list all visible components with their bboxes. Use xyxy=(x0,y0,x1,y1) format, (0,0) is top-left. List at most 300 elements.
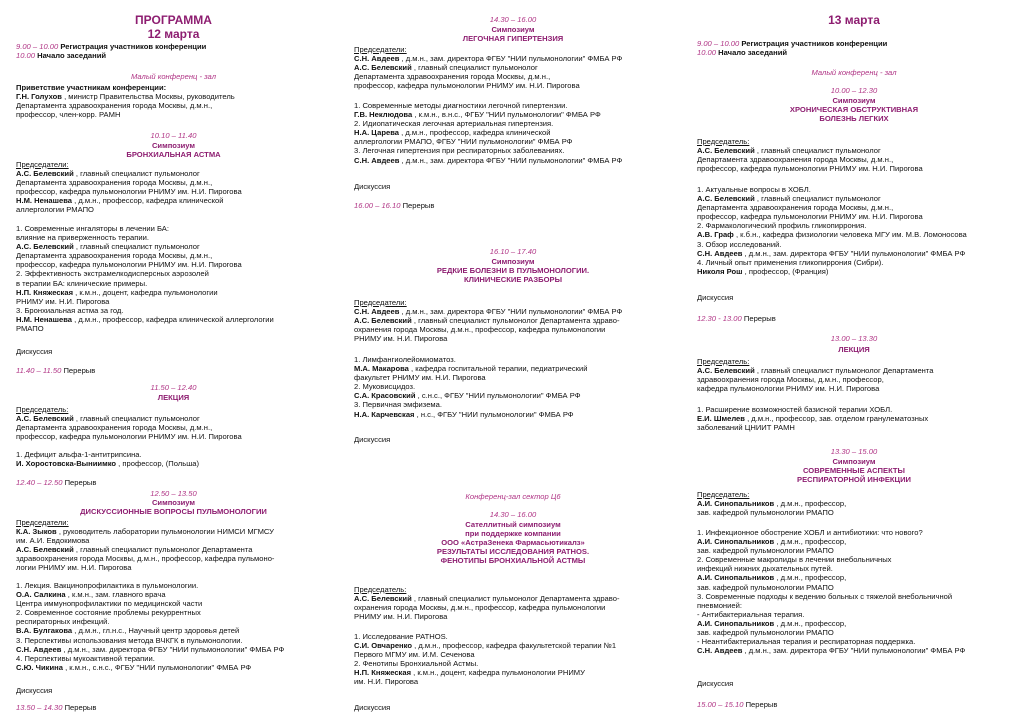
line-lead: С.Н. Авдеев xyxy=(697,248,743,258)
line-text: , д.м.н., профессор, xyxy=(776,537,847,547)
program-line xyxy=(16,405,331,414)
program-line: логии РНИМУ им. Н.И. Пирогова xyxy=(16,563,132,573)
line-text: Перерыв xyxy=(63,366,96,375)
program-line xyxy=(354,307,672,316)
program-line xyxy=(697,490,1011,499)
program-block xyxy=(354,510,672,519)
program-line: Дискуссия xyxy=(16,347,53,356)
program-line: 12.50 – 13.50 xyxy=(150,489,197,498)
program-block xyxy=(16,518,331,573)
line-lead: А.С. Белевский xyxy=(354,594,412,604)
line-text: , главный специалист пульмонолог xyxy=(756,194,881,204)
program-line: Дискуссия xyxy=(697,293,734,302)
program-line: аллергологии РМАПО xyxy=(16,205,94,215)
program-line: 1. Современные методы диагностики легочной гипертензии. xyxy=(354,101,568,110)
line-text: Перерыв xyxy=(745,700,778,709)
program-line: в терапии БА: клинические примеры. xyxy=(16,278,148,288)
line-lead: 11.40 – 11.50 xyxy=(16,366,62,375)
program-line: БРОНХИАЛЬНАЯ АСТМА xyxy=(126,150,221,160)
line-lead: А.С. Белевский xyxy=(16,169,74,179)
program-line: кафедра пульмонологии РНИМУ им. Н.И. Пирогова xyxy=(697,384,880,394)
program-line xyxy=(16,242,331,251)
program-block xyxy=(16,393,331,402)
program-line xyxy=(16,459,331,468)
program-line xyxy=(16,414,331,423)
program-line: Дискуссия xyxy=(354,435,391,444)
program-line: 1. Инфекционное обострение ХОБЛ и антибиотики: что нового? xyxy=(697,528,923,537)
program-block xyxy=(354,632,672,687)
line-lead: Г.Н. Голухов xyxy=(16,92,62,102)
program-line xyxy=(16,663,331,672)
program-block xyxy=(697,528,1011,655)
program-line xyxy=(354,410,672,419)
program-line: 13 марта xyxy=(828,13,880,27)
program-line: РМАПО xyxy=(16,324,44,334)
program-line xyxy=(354,316,672,325)
program-line xyxy=(354,668,672,677)
line-lead: А.И. Синопальников xyxy=(697,618,775,628)
line-lead: Н.А. Карчевская xyxy=(354,409,415,419)
program-line: 2. Муковисцидоз. xyxy=(354,382,416,392)
program-block xyxy=(697,345,1011,354)
line-text: Перерыв xyxy=(64,478,97,487)
program-block xyxy=(697,447,1011,456)
program-line: Симпозиум xyxy=(151,498,196,507)
line-text: Председатели: xyxy=(16,518,69,527)
program-line xyxy=(697,414,1011,423)
line-text: , д.м.н., профессор, кафедра клинической xyxy=(74,196,224,206)
program-line xyxy=(16,703,331,712)
program-block xyxy=(354,45,672,90)
program-line xyxy=(16,160,331,169)
program-line: профессор, кафедра пульмонологии РНИМУ им. Н.И. Пирогова xyxy=(16,432,242,442)
program-line: ЛЕГОЧНАЯ ГИПЕРТЕНЗИЯ xyxy=(462,34,564,44)
line-lead: С.Н. Авдеев xyxy=(697,646,743,656)
line-text: , н.с., ФГБУ "НИИ пульмонологии" ФМБА РФ xyxy=(416,409,574,419)
program-line xyxy=(354,63,672,72)
line-text: , главный специалист пульмонолог xyxy=(756,146,881,156)
program-block xyxy=(16,703,331,712)
line-lead: Н.П. Княжеская xyxy=(16,287,74,297)
line-text: , к.м.н., в.н.с., ФГБУ "НИИ пульмонологии" ФМБА РФ xyxy=(414,110,601,120)
program-line xyxy=(16,92,331,101)
program-line: 2. Современное состояние проблемы рекуррентных xyxy=(16,608,201,618)
program-line: 4. Перспективы мукоактивной терапии. xyxy=(16,653,155,663)
program-line: Малый конференц - зал xyxy=(131,72,216,81)
program-line: зав. кафедрой пульмонологии РМАПО xyxy=(697,582,834,592)
program-line: Конференц-зал сектор Ц6 xyxy=(465,492,561,501)
program-block xyxy=(354,298,672,343)
program-block xyxy=(697,490,1011,517)
program-block xyxy=(16,405,331,441)
line-text: Приветствие участникам конференции: xyxy=(16,83,167,92)
line-text: , с.н.с., ФГБУ "НИИ пульмонологии" ФМБА РФ xyxy=(417,391,581,401)
line-text: , д.м.н., профессор, кафедра клинической xyxy=(401,128,551,138)
program-line: 16.10 – 17.40 xyxy=(489,247,537,256)
program-line xyxy=(354,364,672,373)
line-text: Председатель: xyxy=(697,490,750,499)
program-line: - Антибактериальная терапия. xyxy=(697,609,805,619)
program-line xyxy=(354,585,672,594)
program-line: РНИМУ им. Н.И. Пирогова xyxy=(354,334,448,344)
program-line xyxy=(354,641,672,650)
program-block xyxy=(697,14,1011,27)
line-lead: А.С. Белевский xyxy=(697,366,755,376)
line-text: Председатель: xyxy=(16,405,69,414)
program-line: 1. Лимфангиолейомиоматоз. xyxy=(354,355,456,364)
program-block xyxy=(16,28,331,41)
program-line xyxy=(697,48,1011,57)
program-line xyxy=(354,201,672,210)
line-lead: Е.И. Шмелев xyxy=(697,414,745,424)
line-lead: Г.В. Неклюдова xyxy=(354,110,413,120)
program-line: Департамента здравоохранения города Москвы, д.м.н., xyxy=(697,155,894,165)
line-lead: А.С. Белевский xyxy=(697,194,755,204)
line-lead: О.А. Салкина xyxy=(16,590,66,600)
program-line: Департамента здравоохранения города Москвы, д.м.н., xyxy=(16,251,213,261)
line-text: Начало заседаний xyxy=(37,51,107,61)
line-text: Председатель: xyxy=(697,357,750,366)
program-line: заболеваний ЦНИИТ РАМН xyxy=(697,423,795,433)
line-text: , главный специалист пульмонолог xyxy=(75,169,200,179)
line-lead: А.В. Граф xyxy=(697,230,734,240)
program-block xyxy=(697,293,1011,302)
line-text: Регистрация участников конференции xyxy=(60,42,207,51)
program-line: при поддержке компании xyxy=(465,529,561,539)
program-line xyxy=(354,391,672,400)
program-line: пневмонией: xyxy=(697,600,742,610)
line-text: , главный специалист пульмонолог Департамента здраво- xyxy=(413,316,620,326)
program-line: 1. Актуальные вопросы в ХОБЛ. xyxy=(697,185,811,194)
line-lead: С.Н. Авдеев xyxy=(354,307,400,317)
program-block xyxy=(16,686,331,695)
program-line xyxy=(16,51,331,60)
line-text: , профессор, (Польша) xyxy=(118,459,200,469)
program-line: аллергологии РМАПО, ФГБУ "НИИ пульмонологии" ФМБА РФ xyxy=(354,137,573,147)
program-line: РЕДКИЕ БОЛЕЗНИ В ПУЛЬМОНОЛОГИИ. xyxy=(436,266,590,276)
program-block xyxy=(16,14,331,27)
program-line: СОВРЕМЕННЫЕ АСПЕКТЫ xyxy=(803,466,905,476)
line-text: , министр Правительства Москвы, руководитель xyxy=(64,92,235,102)
program-line: профессор, кафедра пульмонологии РНИМУ им. Н.И. Пирогова xyxy=(354,81,580,91)
program-line xyxy=(16,83,331,92)
program-line: 3. Обзор исследований. xyxy=(697,239,782,249)
line-lead: 16.00 – 16.10 xyxy=(354,201,401,210)
program-line: РНИМУ им. Н.И. Пирогова xyxy=(16,296,110,306)
program-block xyxy=(697,68,1011,77)
program-line xyxy=(16,196,331,205)
program-block xyxy=(697,137,1011,173)
program-line xyxy=(16,527,331,536)
program-line: зав. кафедрой пульмонологии РМАПО xyxy=(697,546,834,556)
program-line: 3. Современные подходы к ведению больных с тяжелой внебольничной xyxy=(697,591,953,601)
program-block xyxy=(354,520,672,565)
program-line xyxy=(354,594,672,603)
program-line xyxy=(354,110,672,119)
program-line xyxy=(16,645,331,654)
program-line: зав. кафедрой пульмонологии РМАПО xyxy=(697,628,834,638)
line-text: , к.м.н., с.н.с., ФГБУ "НИИ пульмонологии" ФМБА РФ xyxy=(65,662,252,672)
program-line: 2. Идиопатическая легочная артериальная гипертензия. xyxy=(354,119,554,129)
program-block xyxy=(697,405,1011,432)
program-block xyxy=(354,585,672,621)
program-line: 1. Лекция. Вакцинопрофилактика в пульмонологии. xyxy=(16,581,199,590)
line-text: Перерыв xyxy=(402,201,435,210)
line-text: , д.м.н., профессор, кафедра клинической аллергологии xyxy=(74,314,274,324)
program-line: профессор, кафедра пульмонологии РНИМУ им. Н.И. Пирогова xyxy=(16,187,242,197)
line-lead: А.С. Белевский xyxy=(16,414,74,424)
program-block xyxy=(16,366,331,375)
program-line: 2. Современные макролиды в лечении внебольничных xyxy=(697,555,892,565)
program-line xyxy=(697,267,1011,276)
program-line: 11.50 – 12.40 xyxy=(150,383,197,392)
program-block xyxy=(16,83,331,119)
program-line: Первого МГМУ им. И.М. Сеченова xyxy=(354,650,475,660)
program-block xyxy=(697,357,1011,393)
program-line: здравоохранения города Москвы, д.м.н., профессор, xyxy=(697,375,884,385)
program-block xyxy=(697,39,1011,57)
program-line: Дискуссия xyxy=(697,679,734,688)
program-block xyxy=(354,435,672,444)
program-line: 1. Расширение возможностей базисной терапии ХОБЛ. xyxy=(697,405,893,414)
line-lead: А.С. Белевский xyxy=(16,242,74,252)
program-line: Малый конференц - зал xyxy=(811,68,897,77)
program-line: им. А.И. Евдокимова xyxy=(16,536,90,546)
program-block xyxy=(697,96,1011,123)
program-line: 14.30 – 16.00 xyxy=(489,510,537,519)
program-line: РНИМУ им. Н.И. Пирогова xyxy=(354,612,448,622)
line-lead: К.А. Зыков xyxy=(16,527,57,537)
line-text: Перерыв xyxy=(64,703,97,712)
program-block xyxy=(354,703,672,712)
program-line: профессор, кафедра пульмонологии РНИМУ им. Н.И. Пирогова xyxy=(697,164,923,174)
program-line xyxy=(16,42,331,51)
line-lead: С.Н. Авдеев xyxy=(16,644,62,654)
line-text: , д.м.н., зам. директора ФГБУ "НИИ пульмонологии" ФМБА РФ xyxy=(744,646,966,656)
program-line: КЛИНИЧЕСКИЕ РАЗБОРЫ xyxy=(463,275,563,285)
program-line xyxy=(354,45,672,54)
program-line: 14.30 – 16.00 xyxy=(489,15,537,24)
program-block xyxy=(354,257,672,284)
program-block xyxy=(16,489,331,498)
line-text: , д.м.н., профессор, зав. отделом гранулематозных xyxy=(747,414,929,424)
program-line: 10.10 – 11.40 xyxy=(150,131,197,140)
line-lead: 9.00 – 10.00 xyxy=(16,42,59,51)
line-lead: 13.50 – 14.30 xyxy=(16,703,63,712)
program-line xyxy=(697,314,1011,323)
program-line: 12 марта xyxy=(147,27,200,41)
program-line xyxy=(697,230,1011,239)
program-line xyxy=(697,39,1011,48)
program-line: Департамента здравоохранения города Москвы, д.м.н., xyxy=(16,178,213,188)
line-text: , д.м.н., зам. директора ФГБУ "НИИ пульмонологии" ФМБА РФ xyxy=(401,307,623,317)
line-lead: 9.00 – 10.00 xyxy=(697,39,740,48)
line-lead: Н.М. Ненашева xyxy=(16,314,73,324)
program-line: охранения города Москвы, д.м.н., профессор, кафедра пульмонологии xyxy=(354,325,606,335)
line-lead: А.И. Синопальников xyxy=(697,537,775,547)
program-block xyxy=(16,450,331,468)
line-text: , к.б.н., кафедра физиологии человека МГУ им. М.В. Ломоносова xyxy=(735,230,967,240)
program-block xyxy=(16,141,331,159)
line-lead: А.С. Белевский xyxy=(354,63,412,73)
program-block xyxy=(354,15,672,24)
line-text: , кафедра госпитальной терапии, педиатрический xyxy=(411,364,588,374)
line-text: , к.м.н., зам. главного врача xyxy=(67,590,166,600)
program-line: Сателлитный симпозиум xyxy=(465,520,561,529)
line-text: , главный специалист пульмонолог Департамента xyxy=(756,366,934,376)
line-text: , профессор, (Франция) xyxy=(744,266,829,276)
program-line: ДИСКУССИОННЫЕ ВОПРОСЫ ПУЛЬМОНОЛОГИИ xyxy=(80,507,267,517)
program-block xyxy=(16,383,331,392)
line-text: , к.м.н., доцент, кафедра пульмонологии xyxy=(75,287,218,297)
line-text: , д.м.н., зам. директора ФГБУ "НИИ пульмонологии" ФМБА РФ xyxy=(401,54,623,64)
program-line: Дискуссия xyxy=(354,182,391,191)
column-march-13 xyxy=(697,0,1011,723)
program-line xyxy=(16,288,331,297)
program-line: респираторных инфекций. xyxy=(16,617,110,627)
program-block xyxy=(697,679,1011,688)
program-line: ООО «АстраЗенека Фармасьютикалз» xyxy=(441,538,585,548)
line-text: Перерыв xyxy=(743,314,776,323)
line-text: Начало заседаний xyxy=(718,48,788,58)
program-line: Симпозиум xyxy=(832,96,876,105)
line-lead: 10.00 xyxy=(16,51,36,61)
program-line xyxy=(697,537,1011,546)
program-line xyxy=(697,366,1011,375)
program-line xyxy=(697,700,1011,709)
line-lead: А.С. Белевский xyxy=(697,146,755,156)
program-line xyxy=(697,619,1011,628)
program-line: 1. Дефицит альфа-1-антитрипсина. xyxy=(16,450,142,459)
program-block xyxy=(16,42,331,60)
program-block xyxy=(697,86,1011,95)
program-line: Симпозиум xyxy=(491,257,535,266)
program-line: зав. кафедрой пульмонологии РМАПО xyxy=(697,508,834,518)
line-lead: А.И. Синопальников xyxy=(697,499,775,509)
program-line xyxy=(16,169,331,178)
program-line: 3. Легочная гипертензия при респираторных заболеваниях. xyxy=(354,146,565,156)
line-lead: С.А. Красовский xyxy=(354,391,416,401)
program-line xyxy=(16,590,331,599)
program-block xyxy=(354,492,672,501)
program-line xyxy=(354,54,672,63)
program-line: 13.30 – 15.00 xyxy=(830,447,878,456)
program-block xyxy=(697,314,1011,323)
program-line xyxy=(16,545,331,554)
line-text: Регистрация участников конференции xyxy=(741,39,888,48)
line-lead: С.И. Овчаренко xyxy=(354,641,412,651)
line-lead: И. Хоростовска-Выниимко xyxy=(16,459,117,469)
program-line xyxy=(354,298,672,307)
program-line xyxy=(16,366,331,375)
program-block xyxy=(697,334,1011,343)
program-block xyxy=(16,498,331,516)
program-line: Департамента здравоохранения города Москвы, д.м.н., xyxy=(16,101,213,111)
program-line xyxy=(697,249,1011,258)
program-block xyxy=(354,247,672,256)
program-line xyxy=(697,194,1011,203)
program-line: ПРОГРАММА xyxy=(135,13,212,27)
line-text: , главный специалист пульмонолог xyxy=(75,414,200,424)
program-line xyxy=(697,137,1011,146)
program-line: профессор, кафедра пульмонологии РНИМУ им. Н.И. Пирогова xyxy=(16,260,242,270)
program-line: 3. Первичная эмфизема. xyxy=(354,400,442,410)
program-line: 2. Фенотипы Бронхиальной Астмы. xyxy=(354,659,479,669)
line-lead: А.С. Белевский xyxy=(354,316,412,326)
program-line: ФЕНОТИПЫ БРОНХИАЛЬНОЙ АСТМЫ xyxy=(440,556,586,566)
line-text: Председатели: xyxy=(354,298,407,307)
line-text: , главный специалист пульмонолог Департамента xyxy=(75,545,253,555)
program-block xyxy=(16,581,331,672)
line-text: , д.м.н., гл.н.с., Научный центр здоровья детей xyxy=(74,626,240,636)
line-lead: 12.30 - 13.00 xyxy=(697,314,742,323)
program-line: Департамента здравоохранения города Москвы, д.м.н., xyxy=(16,423,213,433)
program-block xyxy=(16,131,331,140)
line-lead: Н.А. Царева xyxy=(354,128,400,138)
line-text: , руководитель лаборатории пульмонологии НИМСИ МГМСУ xyxy=(58,527,274,537)
line-text: Председатель: xyxy=(354,585,407,594)
line-text: , д.м.н., профессор, кафедра факультетской терапии №1 xyxy=(414,641,617,651)
line-lead: Н.М. Ненашева xyxy=(16,196,73,206)
program-line: РЕСПИРАТОРНОЙ ИНФЕКЦИИ xyxy=(797,475,911,485)
line-lead: В.А. Булгакова xyxy=(16,626,73,636)
program-block xyxy=(354,355,672,419)
line-text: , главный специалист пульмонолог xyxy=(413,63,538,73)
line-lead: Н.П. Княжеская xyxy=(354,668,412,678)
program-line xyxy=(697,357,1011,366)
program-line: 2. Фармакологический профиль гликопиррония. xyxy=(697,221,867,231)
program-line: БОЛЕЗНЬ ЛЕГКИХ xyxy=(819,114,889,124)
program-line: ХРОНИЧЕСКАЯ ОБСТРУКТИВНАЯ xyxy=(789,105,919,115)
program-line: им. Н.И. Пирогова xyxy=(354,677,419,687)
program-line: Дискуссия xyxy=(16,686,53,695)
line-lead: А.И. Синопальников xyxy=(697,573,775,583)
line-text: , д.м.н., зам. директора ФГБУ "НИИ пульмонологии" ФМБА РФ xyxy=(401,155,623,165)
column-march-12-morning xyxy=(16,0,331,723)
line-lead: 15.00 – 15.10 xyxy=(697,700,744,709)
program-line: Департамента здравоохранения города Москвы, д.м.н., xyxy=(354,72,551,82)
program-line xyxy=(16,315,331,324)
program-block xyxy=(16,347,331,356)
program-block xyxy=(697,185,1011,276)
program-block xyxy=(16,224,331,333)
line-lead: А.С. Белевский xyxy=(16,545,74,555)
program-line xyxy=(697,573,1011,582)
program-block xyxy=(354,101,672,165)
program-block xyxy=(354,25,672,43)
line-text: , к.м.н., доцент, кафедра пульмонологии РНИМУ xyxy=(413,668,585,678)
program-line: РЕЗУЛЬТАТЫ ИССЛЕДОВАНИЯ PATHOS. xyxy=(436,547,590,557)
line-lead: С.Н. Авдеев xyxy=(354,54,400,64)
program-line: Департамента здравоохранения города Москвы, д.м.н., xyxy=(697,203,894,213)
line-text: , д.м.н., зам. директора ФГБУ "НИИ пульмонологии" ФМБА РФ xyxy=(63,644,285,654)
program-line: охранения города Москвы, д.м.н., профессор, кафедра пульмонологии xyxy=(354,603,606,613)
program-line: профессор, член-корр. РАМН xyxy=(16,110,121,120)
program-block xyxy=(697,457,1011,484)
line-text: , главный специалист пульмонолог xyxy=(75,242,200,252)
line-lead: С.Ю. Чикина xyxy=(16,662,63,672)
program-line: Симпозиум xyxy=(491,25,535,34)
line-lead: М.А. Макарова xyxy=(354,364,409,374)
line-lead: С.Н. Авдеев xyxy=(354,155,400,165)
program-line: 1. Современные ингаляторы в лечении БА: xyxy=(16,224,169,233)
program-line: Симпозиум xyxy=(151,141,196,150)
program-line xyxy=(16,626,331,635)
program-line: ЛЕКЦИЯ xyxy=(157,393,190,402)
program-line xyxy=(697,646,1011,655)
program-line: 3. Бронхиальная астма за год. xyxy=(16,305,124,315)
column-march-12-afternoon xyxy=(354,0,672,723)
